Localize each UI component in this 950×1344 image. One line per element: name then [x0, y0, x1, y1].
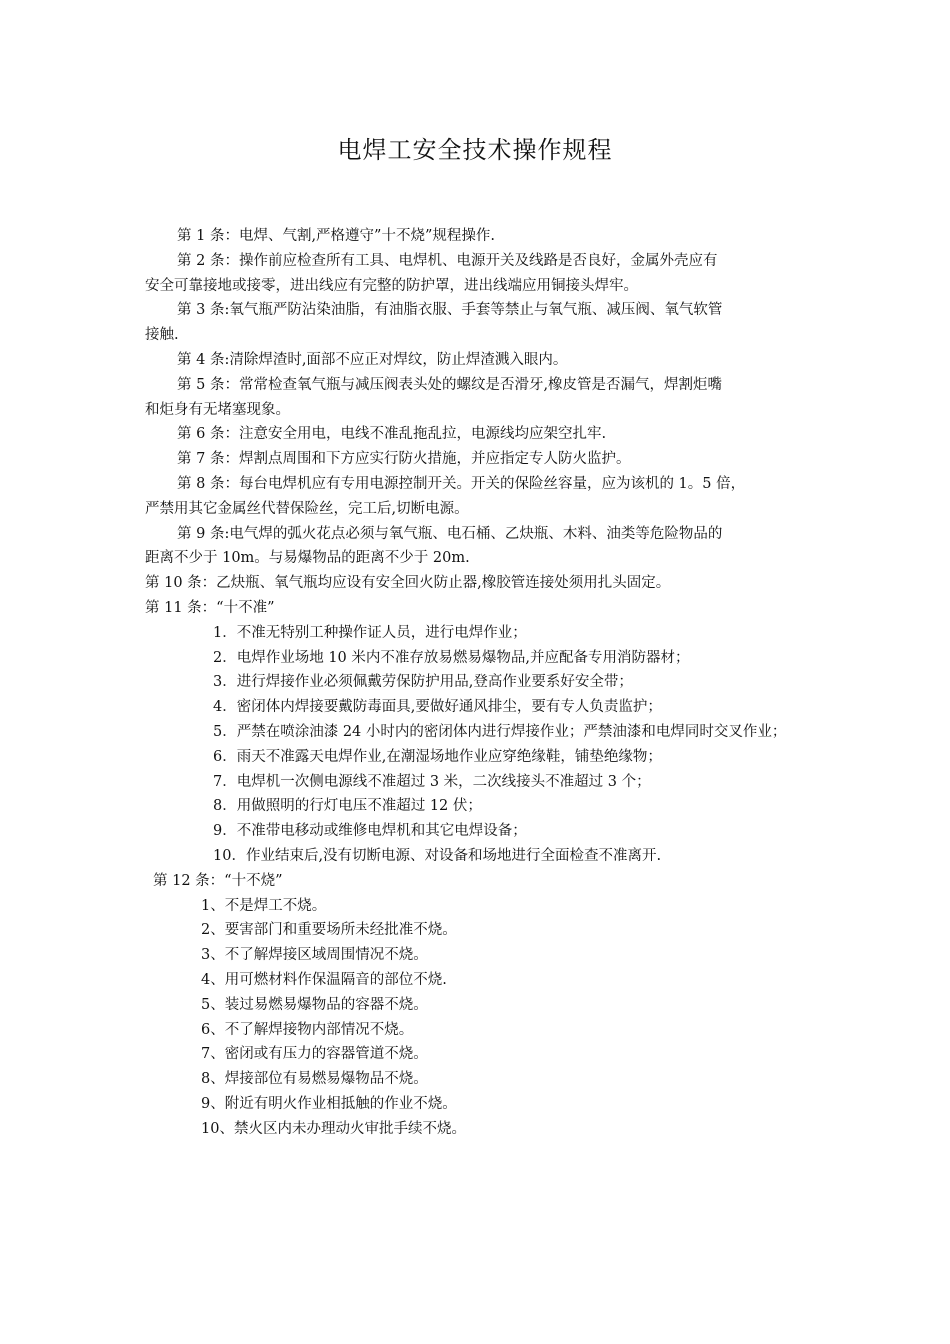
prohibition-item: 7．电焊机一次侧电源线不准超过 3 米，二次线接头不准超过 3 个； [213, 773, 651, 790]
article-3-line-2: 接触. [145, 327, 179, 344]
article-3-line-1: 第 3 条:氧气瓶严防沾染油脂，有油脂衣服、手套等禁止与氧气瓶、减压阀、氧气软管 [177, 302, 723, 319]
no-burn-item: 4、用可燃材料作保温隔音的部位不烧. [201, 971, 447, 988]
prohibition-item: 8．用做照明的行灯电压不准超过 12 伏； [213, 798, 482, 815]
article-9-line-1: 第 9 条:电气焊的弧火花点必须与氧气瓶、电石桶、乙炔瓶、木料、油类等危险物品的 [177, 525, 723, 542]
no-burn-item: 6、不了解焊接物内部情况不烧。 [201, 1021, 414, 1038]
article-10: 第 10 条：乙炔瓶、氧气瓶均应设有安全回火防止器,橡胶管连接处须用扎头固定。 [145, 575, 671, 592]
article-11-heading: 第 11 条：“十不准” [145, 599, 275, 616]
article-6: 第 6 条：注意安全用电，电线不准乱拖乱拉，电源线均应架空扎牢. [177, 426, 607, 443]
no-burn-item: 8、焊接部位有易燃易爆物品不烧。 [201, 1071, 428, 1088]
article-1: 第 1 条：电焊、气割,严格遵守”十不烧”规程操作. [177, 228, 495, 244]
article-5-line-2: 和炬身有无堵塞现象。 [145, 401, 290, 418]
article-5-line-1: 第 5 条：常常检查氧气瓶与减压阀表头处的螺纹是否滑牙,橡皮管是否漏气，焊割炬嘴 [177, 376, 723, 393]
article-2-line-1: 第 2 条：操作前应检查所有工具、电焊机、电源开关及线路是否良好，金属外壳应有 [177, 252, 718, 269]
article-8-line-1: 第 8 条：每台电焊机应有专用电源控制开关。开关的保险丝容量，应为该机的 1。5 倍， [177, 475, 746, 492]
page-title: 电焊工安全技术操作规程 [337, 136, 613, 164]
no-burn-item: 3、不了解焊接区域周围情况不烧。 [201, 947, 428, 964]
article-2-line-2: 安全可靠接地或接零，进出线应有完整的防护罩，进出线端应用铜接头焊牢。 [145, 277, 638, 294]
prohibition-item: 1．不准无特别工种操作证人员，进行电焊作业； [213, 624, 527, 641]
prohibition-item: 2．电焊作业场地 10 米内不准存放易燃易爆物品,并应配备专用消防器材； [213, 649, 690, 666]
prohibition-item: 6．雨天不准露天电焊作业,在潮湿场地作业应穿绝缘鞋，铺垫绝缘物； [213, 748, 662, 765]
no-burn-item: 9、附近有明火作业相抵触的作业不烧。 [201, 1095, 457, 1112]
no-burn-item: 7、密闭或有压力的容器管道不烧。 [201, 1046, 428, 1063]
article-4: 第 4 条:清除焊渣时,面部不应正对焊纹，防止焊渣溅入眼内。 [177, 351, 568, 368]
no-burn-item: 1、不是焊工不烧。 [201, 897, 327, 914]
prohibition-item: 9．不准带电移动或维修电焊机和其它电焊设备； [213, 823, 527, 840]
document-body [145, 224, 811, 1141]
prohibition-item: 4．密闭体内焊接要戴防毒面具,要做好通风排尘，要有专人负责监护； [213, 699, 662, 716]
no-burn-item: 5、装过易燃易爆物品的容器不烧。 [201, 996, 428, 1013]
prohibition-item: 5．严禁在喷涂油漆 24 小时内的密闭体内进行焊接作业；严禁油漆和电焊同时交叉作业； [213, 723, 787, 740]
article-8-line-2: 严禁用其它金属丝代替保险丝，完工后,切断电源。 [145, 500, 469, 517]
prohibition-item: 3．进行焊接作业必须佩戴劳保防护用品,登高作业要系好安全带； [213, 674, 633, 691]
article-12-heading: 第 12 条：“十不烧” [153, 872, 283, 889]
article-9-line-2: 距离不少于 10m。与易爆物品的距离不少于 20m. [145, 550, 470, 567]
prohibition-item: 10．作业结束后,没有切断电源、对设备和场地进行全面检查不准离开. [213, 847, 662, 864]
no-burn-item: 2、要害部门和重要场所未经批准不烧。 [201, 922, 457, 939]
article-7: 第 7 条：焊割点周围和下方应实行防火措施，并应指定专人防火监护。 [177, 451, 631, 468]
no-burn-item: 10、禁火区内未办理动火审批手续不烧。 [201, 1120, 466, 1137]
